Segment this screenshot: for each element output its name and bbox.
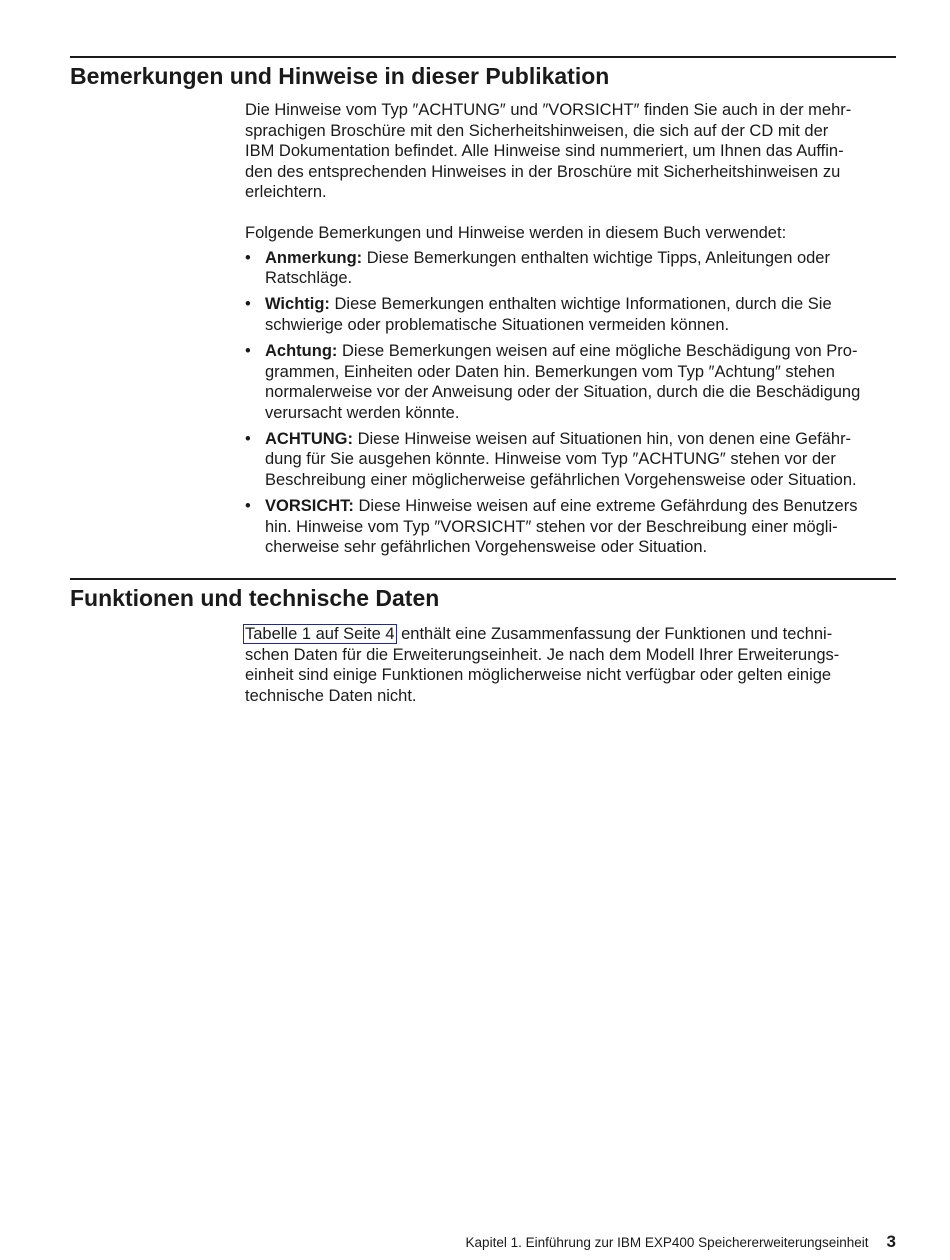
features-paragraph xyxy=(245,624,896,706)
text-line: cherweise sehr gefährlichen Vorgehensweise oder Situation. xyxy=(265,538,708,557)
item-term: Achtung: xyxy=(265,341,338,360)
text-line: Diese Bemerkungen weisen auf eine mögliche Beschädigung von Pro- xyxy=(337,341,858,360)
text-line: Diese Bemerkungen enthalten wichtige Informationen, durch die Sie xyxy=(329,295,832,314)
bullet: • xyxy=(245,497,251,516)
bullet: • xyxy=(245,295,251,314)
text-line: Diese Bemerkungen enthalten wichtige Tipps, Anleitungen oder xyxy=(362,248,830,267)
section-rule xyxy=(70,56,896,58)
section-heading: Funktionen und technische Daten xyxy=(70,585,440,611)
table-reference-link[interactable]: Tabelle 1 auf Seite 4 xyxy=(245,625,395,643)
text-line: Diese Hinweise weisen auf eine extreme Gefährdung des Benutzers xyxy=(353,497,858,516)
section-notices xyxy=(70,56,896,563)
list-item xyxy=(245,248,896,289)
text-line: technische Daten nicht. xyxy=(245,686,417,705)
bullet: • xyxy=(245,341,251,360)
section-body xyxy=(245,100,896,558)
section-body xyxy=(245,624,896,706)
text-line: Die Hinweise vom Typ ″ACHTUNG″ und ″VORSICHT″ finden Sie auch in der mehr- xyxy=(245,101,852,119)
section-heading: Bemerkungen und Hinweise in dieser Publikation xyxy=(70,63,610,89)
item-term: Anmerkung: xyxy=(265,248,363,267)
list-item xyxy=(245,496,896,558)
footer-chapter-title: Kapitel 1. Einführung zur IBM EXP400 Speichererweiterungseinheit xyxy=(465,1235,869,1250)
text-line: erleichtern. xyxy=(245,183,327,202)
text-line: dung für Sie ausgehen könnte. Hinweise vom Typ ″ACHTUNG″ stehen vor der xyxy=(265,450,836,469)
text-line: enthält eine Zusammenfassung der Funktionen und techni- xyxy=(396,625,833,643)
item-term: ACHTUNG: xyxy=(265,429,353,448)
section-features xyxy=(70,578,896,706)
text-line: schen Daten für die Erweiterungseinheit. Je nach dem Modell Ihrer Erweiterungs- xyxy=(245,645,840,664)
text-line: hin. Hinweise vom Typ ″VORSICHT″ stehen vor der Beschreibung einer mögli- xyxy=(265,517,838,536)
intro-paragraph xyxy=(245,100,896,203)
text-line: verursacht werden könnte. xyxy=(265,403,460,422)
list-item xyxy=(245,294,896,335)
text-line: Ratschläge. xyxy=(265,269,353,288)
list-item xyxy=(245,429,896,491)
text-line: Diese Hinweise weisen auf Situationen hin, von denen eine Gefähr- xyxy=(353,429,852,448)
bullet: • xyxy=(245,248,251,267)
item-term: VORSICHT: xyxy=(265,497,354,516)
page-footer xyxy=(466,1232,896,1252)
item-term: Wichtig: xyxy=(265,295,330,314)
list-intro: Folgende Bemerkungen und Hinweise werden in diesem Buch verwendet: xyxy=(245,223,787,242)
bullet: • xyxy=(245,429,251,448)
text-line: einheit sind einige Funktionen möglicherweise nicht verfügbar oder gelten einige xyxy=(245,666,832,685)
text-line: IBM Dokumentation befindet. Alle Hinweise sind nummeriert, um Ihnen das Auffin- xyxy=(245,142,844,161)
list-item xyxy=(245,341,896,423)
text-line: sprachigen Broschüre mit den Sicherheitshinweisen, die sich auf der CD mit der xyxy=(245,121,829,140)
notes-list xyxy=(245,248,896,558)
text-line: normalerweise vor der Anweisung oder der Situation, durch die die Beschädigung xyxy=(265,383,861,402)
page-number: 3 xyxy=(886,1232,896,1251)
text-line: grammen, Einheiten oder Daten hin. Bemerkungen vom Typ ″Achtung″ stehen xyxy=(265,362,835,381)
text-line: Beschreibung einer möglicherweise gefährlichen Vorgehensweise oder Situation. xyxy=(265,471,857,489)
text-line: schwierige oder problematische Situationen vermeiden können. xyxy=(265,315,730,334)
section-rule xyxy=(70,578,896,580)
text-line: den des entsprechenden Hinweises in der Broschüre mit Sicherheitshinweisen zu xyxy=(245,162,841,181)
